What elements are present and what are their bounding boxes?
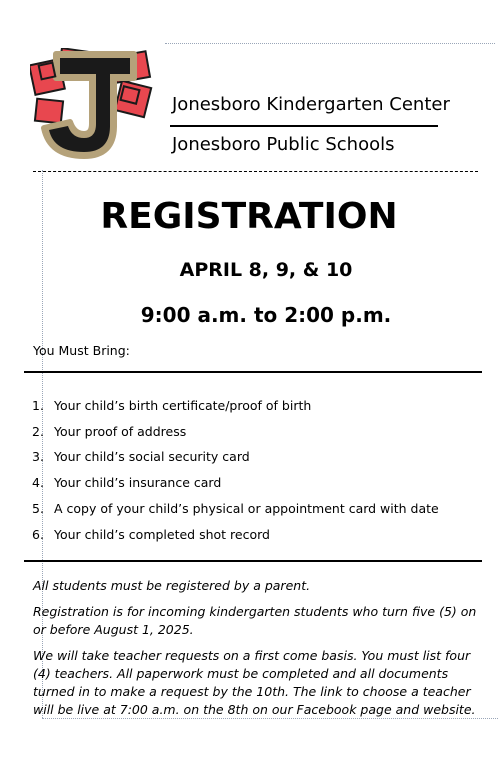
checklist-divider-top xyxy=(24,371,482,373)
page-title: REGISTRATION xyxy=(100,196,398,237)
list-item: 2. Your proof of address xyxy=(32,424,187,439)
header-divider xyxy=(170,125,438,127)
list-item: 6. Your child’s completed shot record xyxy=(32,527,270,542)
note-eligibility: Registration is for incoming kindergarten students who turn five (5) on or before August 1, 2025. xyxy=(33,604,477,637)
event-hours: 9:00 a.m. to 2:00 p.m. xyxy=(140,303,392,327)
event-dates: APRIL 8, 9, & 10 xyxy=(179,259,353,281)
checklist-heading: You Must Bring: xyxy=(33,343,130,358)
list-item: 3. Your child’s social security card xyxy=(32,449,250,464)
list-item: 1. Your child’s birth certificate/proof of birth xyxy=(32,398,312,413)
school-logo-j-icon xyxy=(30,48,154,160)
note-teacher-requests: We will take teacher requests on a first come basis. You must list four (4) teachers. All paperwork must be completed and all documents turned in to make a request by the 10th. The link to choose a teacher will be live at 7:00 a.m. on the 8th on our Facebook page and website. xyxy=(33,648,476,717)
checklist-divider-bottom xyxy=(24,560,482,562)
margin-guide-top xyxy=(165,43,495,44)
school-name: Jonesboro Kindergarten Center xyxy=(172,94,450,115)
district-name: Jonesboro Public Schools xyxy=(172,134,395,155)
note-parent-required: All students must be registered by a parent. xyxy=(33,578,311,593)
dashed-separator xyxy=(33,171,478,172)
list-item: 5. A copy of your child’s physical or appointment card with date xyxy=(32,501,439,516)
list-item: 4. Your child’s insurance card xyxy=(32,475,222,490)
